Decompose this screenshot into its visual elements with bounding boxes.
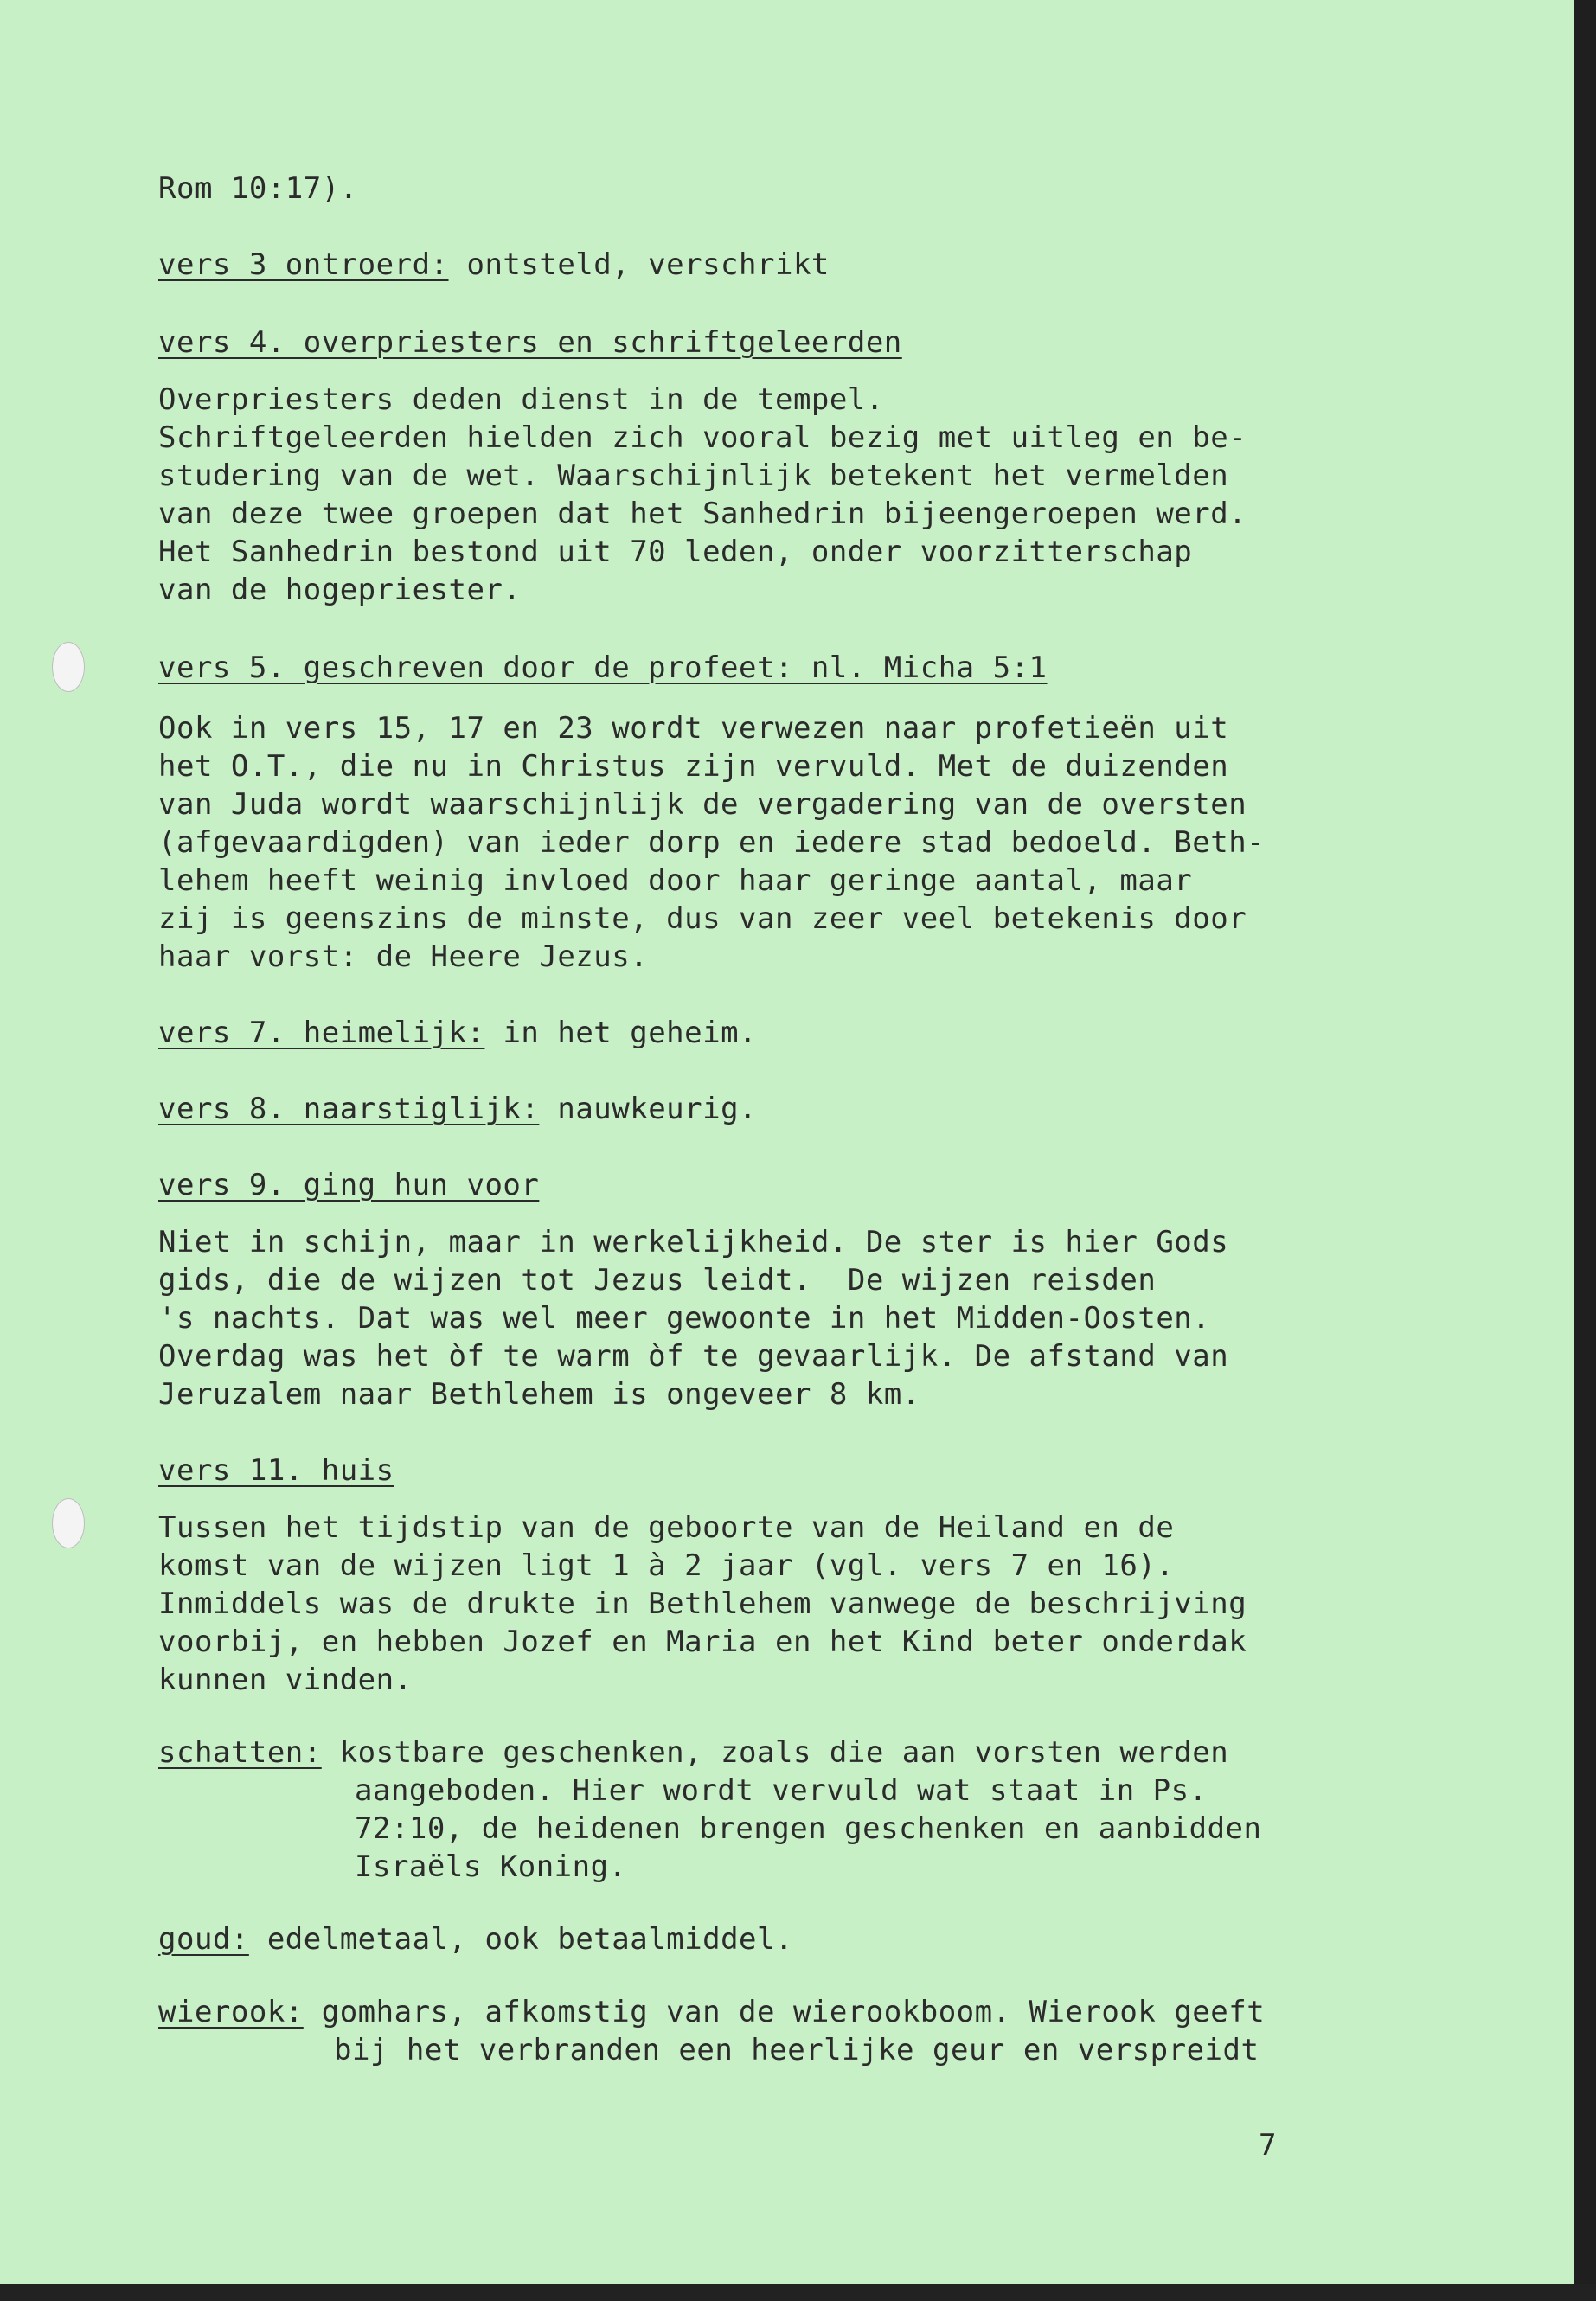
text-line: 72:10, de heidenen brengen geschenken en aanbidden	[355, 1811, 1262, 1846]
text-line: Niet in schijn, maar in werkelijkheid. De ster is hier Gods	[158, 1225, 1229, 1259]
text-line: bij het verbranden een heerlijke geur en verspreidt	[334, 2033, 1259, 2067]
verse-heading: vers 5. geschreven door de profeet: nl. Micha 5:1	[158, 651, 1048, 685]
text-line: kunnen vinden.	[158, 1663, 413, 1697]
text-line: Inmiddels was de drukte in Bethlehem vanwege de beschrijving	[158, 1586, 1247, 1621]
page-edge	[1574, 0, 1596, 2301]
text-line: voorbij, en hebben Jozef en Maria en het Kind beter onderdak	[158, 1625, 1247, 1659]
text-line: aangeboden. Hier wordt vervuld wat staat in Ps.	[355, 1773, 1208, 1808]
text-line: van deze twee groepen dat het Sanhedrin bijeengeroepen werd.	[158, 497, 1247, 531]
text-line: van Juda wordt waarschijnlijk de vergadering van de oversten	[158, 787, 1247, 822]
verse-heading	[158, 246, 830, 284]
text-line: Israëls Koning.	[355, 1849, 627, 1884]
term-definition: kostbare geschenken, zoals die aan vorsten werden	[321, 1735, 1229, 1770]
text-line: Tussen het tijdstip van de geboorte van de Heiland en de	[158, 1510, 1175, 1545]
punch-hole	[52, 642, 85, 692]
verse-heading: vers 4. overpriesters en schriftgeleerden	[158, 325, 902, 360]
text-line: zij is geenszins de minste, dus van zeer veel betekenis door	[158, 901, 1247, 936]
text-line: Het Sanhedrin bestond uit 70 leden, onder voorzitterschap	[158, 535, 1193, 569]
text-line: het O.T., die nu in Christus zijn vervuld. Met de duizenden	[158, 749, 1229, 784]
verse-term: vers 7. heimelijk:	[158, 1016, 485, 1050]
punch-hole	[52, 1498, 85, 1548]
term-heading	[158, 1993, 1265, 2031]
term-definition: edelmetaal, ook betaalmiddel.	[248, 1922, 793, 1957]
text-line: Ook in vers 15, 17 en 23 wordt verwezen naar profetieën uit	[158, 711, 1229, 746]
text-line: gids, die de wijzen tot Jezus leidt. De wijzen reisden	[158, 1263, 1157, 1298]
verse-definition: in het geheim.	[484, 1016, 758, 1050]
text-line: haar vorst: de Heere Jezus.	[158, 939, 649, 974]
text-line: studering van de wet. Waarschijnlijk betekent het vermelden	[158, 458, 1229, 493]
term-heading	[158, 1920, 793, 1958]
text-line: Overdag was het òf te warm òf te gevaarlijk. De afstand van	[158, 1339, 1229, 1374]
page-edge	[0, 2284, 1596, 2301]
term: wierook:	[158, 1995, 304, 2029]
verse-definition: ontsteld, verschrikt	[448, 247, 830, 282]
text-line: lehem heeft weinig invloed door haar geringe aantal, maar	[158, 863, 1193, 898]
verse-heading: vers 9. ging hun voor	[158, 1168, 540, 1202]
term-definition: gomhars, afkomstig van de wierookboom. Wierook geeft	[303, 1995, 1266, 2029]
text-line: 's nachts. Dat was wel meer gewoonte in het Midden-Oosten.	[158, 1301, 1211, 1336]
page-number: 7	[1259, 2128, 1277, 2163]
verse-definition: nauwkeurig.	[539, 1092, 758, 1126]
text-line: van de hogepriester.	[158, 573, 522, 607]
text-line: Schriftgeleerden hielden zich vooral bezig met uitleg en be-	[158, 420, 1247, 455]
text-line: Jeruzalem naar Bethlehem is ongeveer 8 km.	[158, 1377, 920, 1412]
verse-heading	[158, 1090, 757, 1128]
text-line: Rom 10:17).	[158, 171, 358, 206]
term: goud:	[158, 1922, 249, 1957]
verse-heading	[158, 1014, 757, 1052]
text-line: Overpriesters deden dienst in de tempel.	[158, 382, 884, 417]
verse-term: vers 8. naarstiglijk:	[158, 1092, 540, 1126]
term-heading	[158, 1734, 1228, 1772]
verse-heading: vers 11. huis	[158, 1453, 394, 1488]
text-line: (afgevaardigden) van ieder dorp en iedere stad bedoeld. Beth-	[158, 825, 1266, 860]
text-line: komst van de wijzen ligt 1 à 2 jaar (vgl. vers 7 en 16).	[158, 1548, 1175, 1583]
term: schatten:	[158, 1735, 322, 1770]
verse-term: vers 3 ontroerd:	[158, 247, 449, 282]
